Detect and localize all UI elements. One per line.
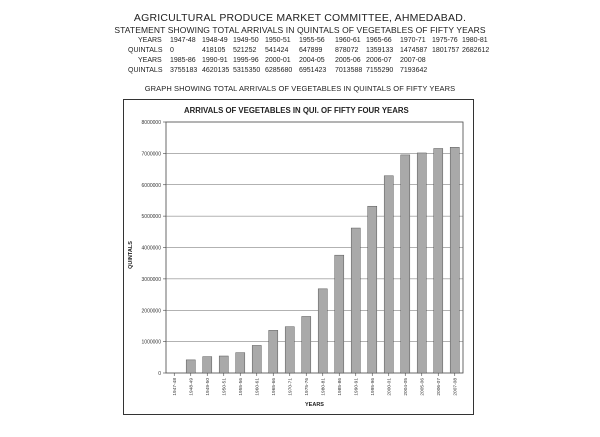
statement-quintal-cell: 418105 [202,47,226,54]
statement-quintal-cell: 7013588 [335,67,363,74]
bar [368,206,377,373]
y-tick-label: 1000000 [141,339,161,346]
statement-title: STATEMENT SHOWING TOTAL ARRIVALS IN QUINTALS OF VEGETABLES OF FIFTY YEARS [114,25,486,35]
x-tick-label: 2000-01 [387,378,393,396]
bar [434,149,443,373]
bar [203,357,212,373]
bar [269,330,278,373]
statement-quintal-cell: 1359133 [366,47,394,54]
statement-year-cell: 1947-48 [170,37,196,44]
x-tick-label: 1990-91 [354,378,360,396]
x-tick-label: 1950-51 [222,378,228,396]
chart-title: ARRIVALS OF VEGETABLES IN QUI. OF FIFTY FOUR YEARS [184,106,409,115]
bar [318,289,327,373]
statement-quintal-cell: 4620135 [202,67,230,74]
bar-chart [124,100,473,414]
bar [219,356,228,373]
statement-quintal-cell: 878072 [335,47,359,54]
y-tick-label: 8000000 [141,120,161,126]
x-tick-label: 1947-48 [172,378,178,396]
x-tick-label: 1955-56 [238,378,244,396]
statement-year-cell: 1980-81 [462,37,488,44]
statement-quintal-cell: 7155290 [366,67,394,74]
statement-year-cell: 2004-05 [299,57,325,64]
x-tick-label: 1985-86 [337,378,343,396]
statement-quintal-cell: 6951423 [299,67,327,74]
x-tick-label: 1965-66 [271,378,277,396]
statement-year-cell: 1949-50 [233,37,259,44]
y-axis-label: QUINTALS [128,241,134,269]
bar [417,153,426,373]
bar [186,360,195,373]
x-tick-label: 1948-49 [189,378,195,396]
y-tick-label: 5000000 [141,214,161,221]
y-tick-label: 4000000 [141,245,161,252]
x-tick-label: 2007-08 [453,378,459,396]
statement-year-cell: 2005-06 [335,57,361,64]
x-tick-label: 2004-05 [403,378,409,396]
statement-year-cell: 1965-66 [366,37,392,44]
x-axis-label: YEARS [305,402,324,408]
bar [285,327,294,373]
y-tick-label: 7000000 [141,151,161,158]
row-label-years-1: YEARS [138,37,162,44]
bar [302,316,311,373]
bar [236,353,245,373]
statement-quintal-cell: 0 [170,47,174,54]
row-label-years-2: YEARS [138,57,162,64]
statement-quintal-cell: 521252 [233,47,257,54]
statement-year-cell: 1960-61 [335,37,361,44]
bar [351,228,360,373]
y-tick-label: 0 [158,371,161,377]
statement-year-cell: 1970-71 [400,37,426,44]
x-tick-label: 2005-06 [420,378,426,396]
statement-table [0,0,600,80]
bar [384,176,393,373]
statement-year-cell: 2000-01 [265,57,291,64]
bar [252,345,261,373]
statement-quintal-cell: 5315350 [233,67,261,74]
x-tick-label: 1960-61 [255,378,261,396]
chart-area [123,99,474,415]
statement-quintal-cell: 1474587 [400,47,428,54]
statement-year-cell: 1990-91 [202,57,228,64]
bar [450,147,459,373]
statement-year-cell: 1985-86 [170,57,196,64]
statement-quintal-cell: 541424 [265,47,289,54]
statement-year-cell: 2006-07 [366,57,392,64]
statement-year-cell: 1948-49 [202,37,228,44]
y-tick-label: 2000000 [141,308,161,315]
bar [401,155,410,373]
statement-quintal-cell: 2682612 [462,47,490,54]
row-label-quintals-1: QUINTALS [128,47,163,54]
statement-quintal-cell: 7193642 [400,67,428,74]
y-tick-label: 3000000 [141,276,161,283]
statement-quintal-cell: 6285680 [265,67,293,74]
statement-quintal-cell: 3755183 [170,67,198,74]
x-tick-label: 1949-50 [205,378,211,396]
x-tick-label: 1980-81 [321,378,327,396]
x-tick-label: 1975-76 [304,378,310,396]
statement-quintal-cell: 647899 [299,47,323,54]
statement-year-cell: 1975-76 [432,37,458,44]
x-tick-label: 1970-71 [288,378,294,396]
graph-caption: GRAPH SHOWING TOTAL ARRIVALS OF VEGETABLES IN QUINTALS OF FIFTY YEARS [144,84,456,93]
statement-quintal-cell: 1801757 [432,47,460,54]
x-tick-label: 2006-07 [436,378,442,396]
row-label-quintals-2: QUINTALS [128,67,163,74]
x-tick-label: 1995-96 [370,378,376,396]
statement-year-cell: 1950-51 [265,37,291,44]
statement-year-cell: 1995-96 [233,57,259,64]
statement-year-cell: 2007-08 [400,57,426,64]
bar [335,255,344,373]
statement-year-cell: 1955-56 [299,37,325,44]
y-tick-label: 6000000 [141,182,161,189]
committee-title: AGRICULTURAL PRODUCE MARKET COMMITTEE, AHMEDABAD. [133,12,467,24]
